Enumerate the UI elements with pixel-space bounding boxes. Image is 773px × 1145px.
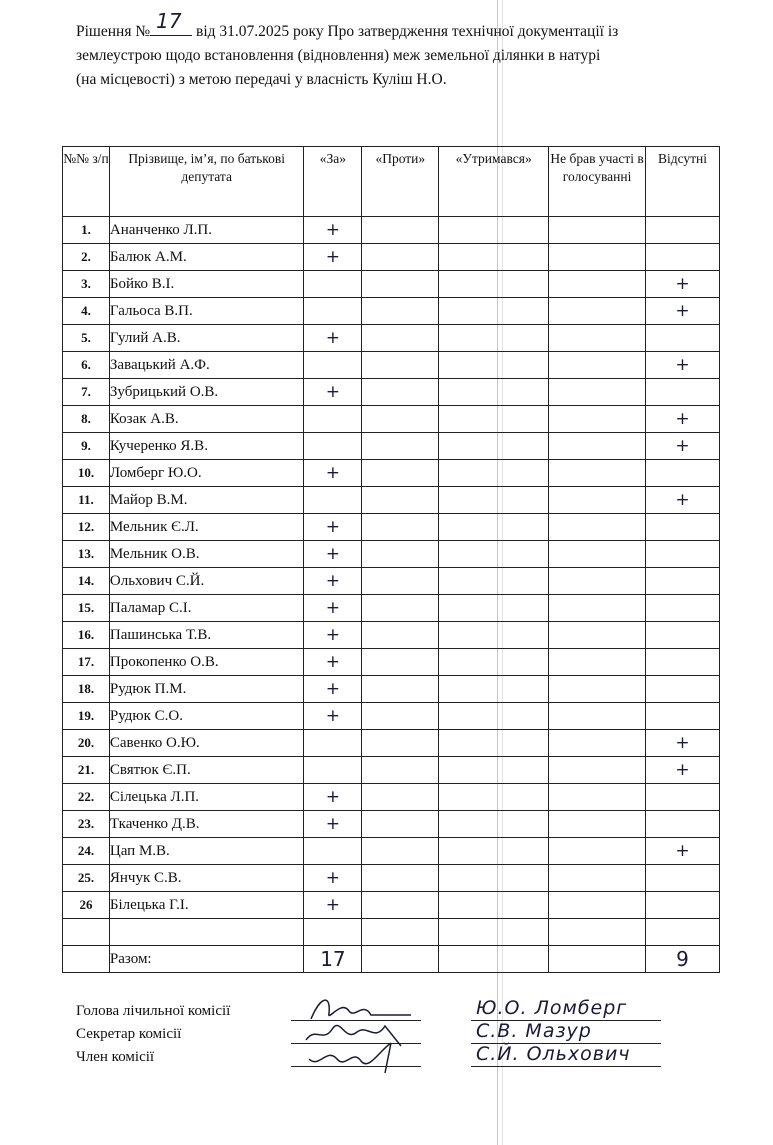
decision-title-start: від 31.07.2025 року Про затвердження технічної документації із <box>192 23 619 40</box>
absent-mark <box>646 541 720 568</box>
vote-abstain-cell <box>439 352 549 379</box>
row-number: 11. <box>63 487 110 514</box>
table-row <box>63 838 720 865</box>
vote-against-cell <box>362 433 439 460</box>
table-row <box>63 784 720 811</box>
vote-abstain-cell <box>439 487 549 514</box>
deputy-name: Завацький А.Ф. <box>109 352 304 379</box>
empty-cell <box>362 946 439 973</box>
vote-for-mark: + <box>304 568 362 595</box>
absent-mark <box>646 595 720 622</box>
vote-against-cell <box>362 757 439 784</box>
table-row <box>63 676 720 703</box>
vote-for-mark: + <box>304 676 362 703</box>
deputy-name: Святюк Є.П. <box>109 757 304 784</box>
vote-not-voted-cell <box>549 433 646 460</box>
vote-for-mark <box>304 730 362 757</box>
signer-name: С.Й. Ольхович <box>476 1043 631 1065</box>
deputy-name: Білецька Г.І. <box>109 892 304 919</box>
vote-against-cell <box>362 271 439 298</box>
vote-not-voted-cell <box>549 892 646 919</box>
signature-row <box>76 1043 676 1071</box>
absent-mark: + <box>646 487 720 514</box>
deputy-name: Сілецька Л.П. <box>109 784 304 811</box>
row-number: 4. <box>63 298 110 325</box>
vote-abstain-cell <box>439 460 549 487</box>
vote-against-cell <box>362 244 439 271</box>
vote-not-voted-cell <box>549 730 646 757</box>
row-number: 18. <box>63 676 110 703</box>
vote-for-mark: + <box>304 784 362 811</box>
absent-mark <box>646 676 720 703</box>
deputy-name: Козак А.В. <box>109 406 304 433</box>
vote-not-voted-cell <box>549 406 646 433</box>
vote-for-mark: + <box>304 703 362 730</box>
vote-not-voted-cell <box>549 838 646 865</box>
vote-for-mark <box>304 838 362 865</box>
col-header-name: Прізвище, ім’я, по батькові депутата <box>109 147 304 217</box>
table-row <box>63 514 720 541</box>
table-row <box>63 595 720 622</box>
handwritten-signature <box>301 1039 421 1073</box>
vote-abstain-cell <box>439 676 549 703</box>
vote-against-cell <box>362 541 439 568</box>
absent-mark <box>646 460 720 487</box>
vote-not-voted-cell <box>549 865 646 892</box>
col-header-against: «Проти» <box>362 147 439 217</box>
deputy-name: Балюк А.М. <box>109 244 304 271</box>
table-row <box>63 352 720 379</box>
deputy-name: Савенко О.Ю. <box>109 730 304 757</box>
decision-number: 17 <box>156 9 182 33</box>
col-header-absent: Відсутні <box>646 147 720 217</box>
row-number: 9. <box>63 433 110 460</box>
table-row <box>63 271 720 298</box>
table-row <box>63 217 720 244</box>
row-number: 10. <box>63 460 110 487</box>
row-number: 1. <box>63 217 110 244</box>
vote-abstain-cell <box>439 406 549 433</box>
empty-cell <box>362 919 439 946</box>
vote-for-mark <box>304 433 362 460</box>
row-number: 21. <box>63 757 110 784</box>
row-number: 20. <box>63 730 110 757</box>
vote-for-mark: + <box>304 541 362 568</box>
absent-mark: + <box>646 271 720 298</box>
vote-against-cell <box>362 514 439 541</box>
row-number: 15. <box>63 595 110 622</box>
vote-not-voted-cell <box>549 622 646 649</box>
absent-mark <box>646 865 720 892</box>
vote-against-cell <box>362 406 439 433</box>
vote-for-mark: + <box>304 595 362 622</box>
decision-prefix: Рішення № <box>76 23 151 40</box>
empty-cell <box>63 919 110 946</box>
vote-not-voted-cell <box>549 595 646 622</box>
absent-mark <box>646 325 720 352</box>
table-row <box>63 892 720 919</box>
empty-cell <box>439 946 549 973</box>
row-number: 6. <box>63 352 110 379</box>
vote-abstain-cell <box>439 541 549 568</box>
signer-name: С.В. Мазур <box>476 1020 592 1042</box>
header-line-2: землеустрою щодо встановлення (відновлення) меж земельної ділянки в натурі <box>76 47 601 64</box>
voting-table <box>62 146 720 973</box>
table-row <box>63 568 720 595</box>
vote-not-voted-cell <box>549 541 646 568</box>
empty-cell <box>304 919 362 946</box>
vote-not-voted-cell <box>549 460 646 487</box>
vote-abstain-cell <box>439 892 549 919</box>
row-number: 7. <box>63 379 110 406</box>
deputy-name: Рудюк П.М. <box>109 676 304 703</box>
total-for: 17 <box>304 946 362 973</box>
vote-against-cell <box>362 622 439 649</box>
absent-mark: + <box>646 838 720 865</box>
row-number: 16. <box>63 622 110 649</box>
table-row <box>63 622 720 649</box>
vote-abstain-cell <box>439 865 549 892</box>
name-line <box>471 1066 661 1067</box>
table-row <box>63 433 720 460</box>
col-header-for: «За» <box>304 147 362 217</box>
empty-cell <box>109 919 304 946</box>
vote-against-cell <box>362 487 439 514</box>
vote-for-mark <box>304 352 362 379</box>
vote-against-cell <box>362 649 439 676</box>
vote-not-voted-cell <box>549 649 646 676</box>
vote-against-cell <box>362 676 439 703</box>
vote-for-mark: + <box>304 325 362 352</box>
absent-mark <box>646 244 720 271</box>
vote-for-mark: + <box>304 865 362 892</box>
absent-mark <box>646 217 720 244</box>
empty-cell <box>646 919 720 946</box>
row-number: 23. <box>63 811 110 838</box>
absent-mark <box>646 622 720 649</box>
vote-abstain-cell <box>439 568 549 595</box>
table-row <box>63 730 720 757</box>
vote-not-voted-cell <box>549 271 646 298</box>
vote-not-voted-cell <box>549 568 646 595</box>
vote-abstain-cell <box>439 325 549 352</box>
deputy-name: Кучеренко Я.В. <box>109 433 304 460</box>
vote-abstain-cell <box>439 784 549 811</box>
vote-for-mark: + <box>304 892 362 919</box>
empty-cell <box>63 946 110 973</box>
empty-cell <box>439 919 549 946</box>
deputy-name: Мельник Є.Л. <box>109 514 304 541</box>
table-row <box>63 406 720 433</box>
vote-for-mark: + <box>304 244 362 271</box>
empty-cell <box>549 946 646 973</box>
table-row <box>63 298 720 325</box>
absent-mark: + <box>646 433 720 460</box>
col-header-not-voted: Не брав участі в голосуванні <box>549 147 646 217</box>
absent-mark <box>646 568 720 595</box>
absent-mark <box>646 784 720 811</box>
absent-mark: + <box>646 757 720 784</box>
signer-name: Ю.О. Ломберг <box>476 997 628 1019</box>
vote-against-cell <box>362 460 439 487</box>
vote-for-mark <box>304 298 362 325</box>
row-number: 13. <box>63 541 110 568</box>
signature-role: Член комісії <box>76 1049 155 1065</box>
header-line-1 <box>76 9 742 44</box>
vote-for-mark <box>304 757 362 784</box>
deputy-name: Ананченко Л.П. <box>109 217 304 244</box>
vote-abstain-cell <box>439 622 549 649</box>
vote-for-mark <box>304 487 362 514</box>
absent-mark <box>646 649 720 676</box>
vote-not-voted-cell <box>549 379 646 406</box>
deputy-name: Ткаченко Д.В. <box>109 811 304 838</box>
table-row <box>63 487 720 514</box>
vote-not-voted-cell <box>549 298 646 325</box>
table-row <box>63 811 720 838</box>
table-row <box>63 325 720 352</box>
empty-cell <box>549 919 646 946</box>
row-number: 26 <box>63 892 110 919</box>
vote-not-voted-cell <box>549 244 646 271</box>
decision-number-field <box>150 9 192 36</box>
table-row <box>63 649 720 676</box>
absent-mark <box>646 514 720 541</box>
vote-abstain-cell <box>439 433 549 460</box>
table-row <box>63 244 720 271</box>
vote-not-voted-cell <box>549 487 646 514</box>
deputy-name: Мельник О.В. <box>109 541 304 568</box>
vote-against-cell <box>362 325 439 352</box>
vote-against-cell <box>362 379 439 406</box>
row-number: 17. <box>63 649 110 676</box>
row-number: 3. <box>63 271 110 298</box>
vote-for-mark: + <box>304 217 362 244</box>
vote-for-mark <box>304 271 362 298</box>
deputy-name: Пашинська Т.В. <box>109 622 304 649</box>
vote-for-mark <box>304 406 362 433</box>
absent-mark: + <box>646 298 720 325</box>
vote-abstain-cell <box>439 244 549 271</box>
deputy-name: Майор В.М. <box>109 487 304 514</box>
row-number: 24. <box>63 838 110 865</box>
table-row <box>63 541 720 568</box>
vote-against-cell <box>362 838 439 865</box>
vote-abstain-cell <box>439 757 549 784</box>
row-number: 2. <box>63 244 110 271</box>
vote-not-voted-cell <box>549 676 646 703</box>
deputy-name: Бойко В.І. <box>109 271 304 298</box>
deputy-name: Прокопенко О.В. <box>109 649 304 676</box>
absent-mark <box>646 892 720 919</box>
deputy-name: Рудюк С.О. <box>109 703 304 730</box>
vote-for-mark: + <box>304 811 362 838</box>
vote-abstain-cell <box>439 595 549 622</box>
table-empty-row <box>63 919 720 946</box>
col-header-abstain: «Утримався» <box>439 147 549 217</box>
vote-abstain-cell <box>439 379 549 406</box>
table-row <box>63 379 720 406</box>
absent-mark <box>646 811 720 838</box>
vote-abstain-cell <box>439 730 549 757</box>
total-absent: 9 <box>646 946 720 973</box>
row-number: 22. <box>63 784 110 811</box>
vote-abstain-cell <box>439 838 549 865</box>
table-row <box>63 703 720 730</box>
deputy-name: Ломберг Ю.О. <box>109 460 304 487</box>
signature-role: Секретар комісії <box>76 1026 182 1042</box>
absent-mark <box>646 379 720 406</box>
vote-against-cell <box>362 865 439 892</box>
deputy-name: Цап М.В. <box>109 838 304 865</box>
row-number: 5. <box>63 325 110 352</box>
absent-mark: + <box>646 352 720 379</box>
vote-against-cell <box>362 568 439 595</box>
deputy-name: Гальоса В.П. <box>109 298 304 325</box>
deputy-name: Янчук С.В. <box>109 865 304 892</box>
vote-not-voted-cell <box>549 514 646 541</box>
vote-for-mark: + <box>304 649 362 676</box>
vote-against-cell <box>362 811 439 838</box>
table-row <box>63 757 720 784</box>
header-line-3: (на місцевості) з метою передачі у власність Куліш Н.О. <box>76 71 447 88</box>
vote-against-cell <box>362 352 439 379</box>
vote-abstain-cell <box>439 298 549 325</box>
vote-abstain-cell <box>439 271 549 298</box>
table-total-row <box>63 946 720 973</box>
vote-against-cell <box>362 703 439 730</box>
table-row <box>63 865 720 892</box>
vote-for-mark: + <box>304 379 362 406</box>
vote-against-cell <box>362 298 439 325</box>
deputy-name: Зубрицький О.В. <box>109 379 304 406</box>
signature-role: Голова лічильної комісії <box>76 1003 231 1019</box>
vote-abstain-cell <box>439 514 549 541</box>
vote-not-voted-cell <box>549 217 646 244</box>
vote-for-mark: + <box>304 514 362 541</box>
row-number: 8. <box>63 406 110 433</box>
deputy-name: Ольхович С.Й. <box>109 568 304 595</box>
decision-header <box>76 9 742 92</box>
row-number: 19. <box>63 703 110 730</box>
vote-not-voted-cell <box>549 703 646 730</box>
total-label: Разом: <box>109 946 304 973</box>
vote-not-voted-cell <box>549 352 646 379</box>
deputy-name: Гулий А.В. <box>109 325 304 352</box>
absent-mark: + <box>646 730 720 757</box>
absent-mark <box>646 703 720 730</box>
vote-abstain-cell <box>439 649 549 676</box>
vote-against-cell <box>362 595 439 622</box>
table-row <box>63 460 720 487</box>
row-number: 14. <box>63 568 110 595</box>
row-number: 12. <box>63 514 110 541</box>
vote-against-cell <box>362 217 439 244</box>
vote-not-voted-cell <box>549 757 646 784</box>
vote-not-voted-cell <box>549 811 646 838</box>
row-number: 25. <box>63 865 110 892</box>
vote-against-cell <box>362 892 439 919</box>
vote-not-voted-cell <box>549 784 646 811</box>
vote-against-cell <box>362 784 439 811</box>
vote-abstain-cell <box>439 703 549 730</box>
vote-not-voted-cell <box>549 325 646 352</box>
vote-for-mark: + <box>304 622 362 649</box>
table-header-row <box>63 147 720 217</box>
absent-mark: + <box>646 406 720 433</box>
signature-line <box>291 1066 421 1067</box>
vote-abstain-cell <box>439 811 549 838</box>
vote-against-cell <box>362 730 439 757</box>
col-header-num: №№ з/п <box>63 147 110 217</box>
deputy-name: Паламар С.І. <box>109 595 304 622</box>
vote-for-mark: + <box>304 460 362 487</box>
vote-abstain-cell <box>439 217 549 244</box>
